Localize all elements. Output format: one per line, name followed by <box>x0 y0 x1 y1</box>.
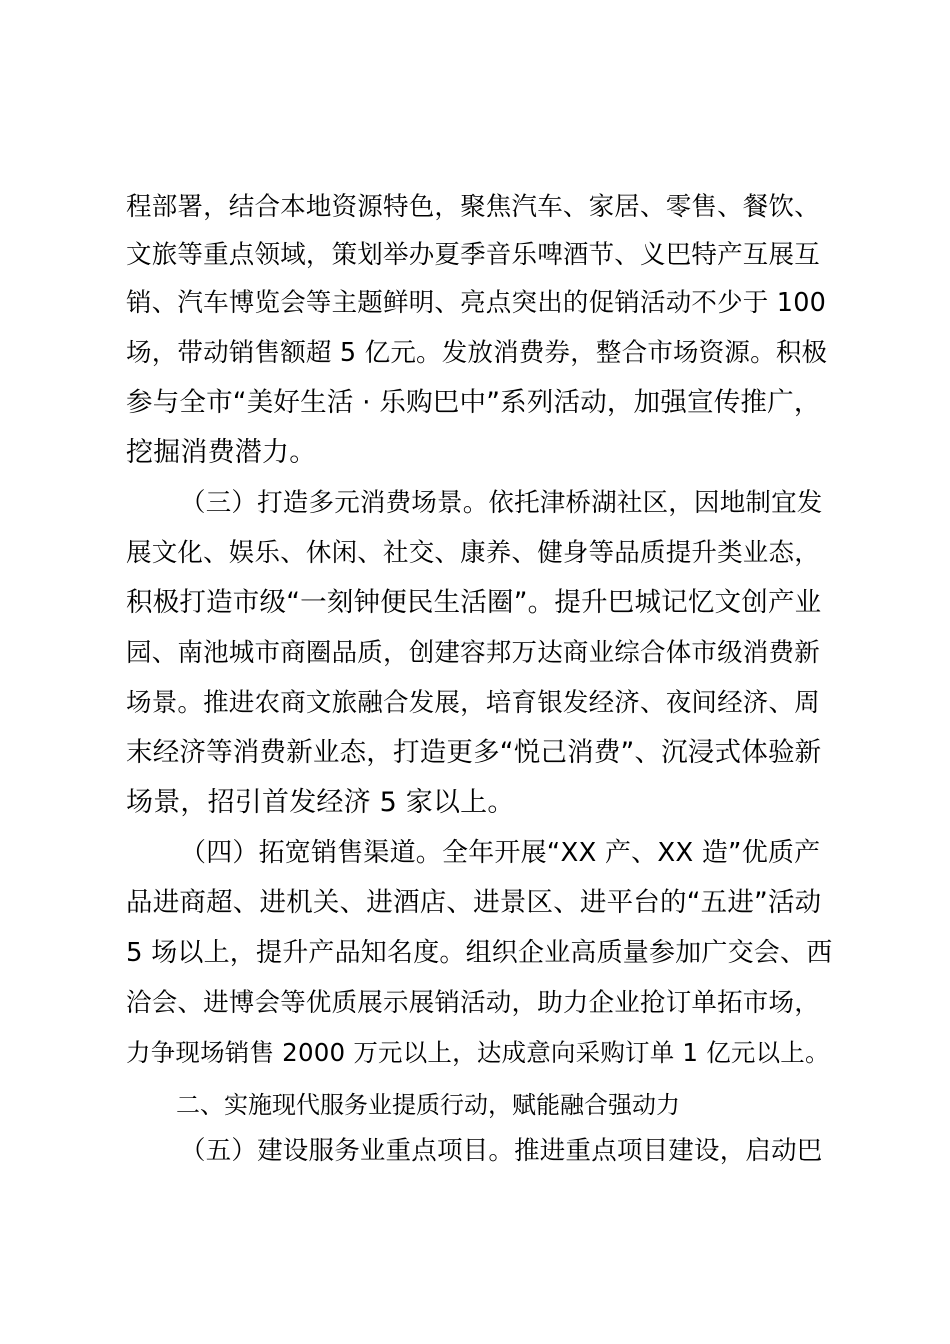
text-line: 品进商超、进机关、进酒店、进景区、进平台的“五进”活动 <box>126 887 822 918</box>
text-line: 展文化、娱乐、休闲、社交、康养、健身等品质提升类业态， <box>126 538 820 568</box>
text-line: 末经济等消费新业态，打造更多“悦己消费”、沉浸式体验新 <box>126 737 822 768</box>
text-line: 园、南池城市商圈品质，创建容邦万达商业综合体市级消费新 <box>126 638 820 668</box>
text-line: 文旅等重点领域，策划举办夏季音乐啤酒节、义巴特产互展互 <box>126 240 820 270</box>
text-line: 场景，招引首发经济 5 家以上。 <box>126 787 515 818</box>
paragraph-first-line: （三）打造多元消费场景。依托津桥湖社区，因地制宜发 <box>180 488 823 518</box>
text-line: 力争现场销售 2000 万元以上，达成意向采购订单 1 亿元以上。 <box>126 1038 830 1067</box>
paragraph-first-line: （五）建设服务业重点项目。推进重点项目建设，启动巴 <box>180 1136 823 1166</box>
text-line: 销、汽车博览会等主题鲜明、亮点突出的促销活动不少于 100 <box>126 288 827 318</box>
text-line: 参与全市“美好生活 · 乐购巴中”系列活动，加强宣传推广， <box>126 387 821 418</box>
text-line: 场，带动销售额超 5 亿元。发放消费券，整合市场资源。积极 <box>126 338 828 368</box>
text-line: 挖掘消费潜力。 <box>126 437 317 468</box>
text-line: 积极打造市级“一刻钟便民生活圈”。提升巴城记忆文创产业 <box>126 587 822 618</box>
section-heading: 二、实施现代服务业提质行动，赋能融合强动力 <box>176 1091 680 1119</box>
text-line: 洽会、进博会等优质展示展销活动，助力企业抢订单拓市场， <box>126 988 820 1018</box>
paragraph-first-line: （四）拓宽销售渠道。全年开展“XX 产、XX 造”优质产 <box>180 838 821 868</box>
text-line: 5 场以上，提升产品知名度。组织企业高质量参加广交会、西 <box>126 938 833 968</box>
text-line: 程部署，结合本地资源特色，聚焦汽车、家居、零售、餐饮、 <box>126 192 820 222</box>
text-line: 场景。推进农商文旅融合发展，培育银发经济、夜间经济、周 <box>126 688 820 718</box>
